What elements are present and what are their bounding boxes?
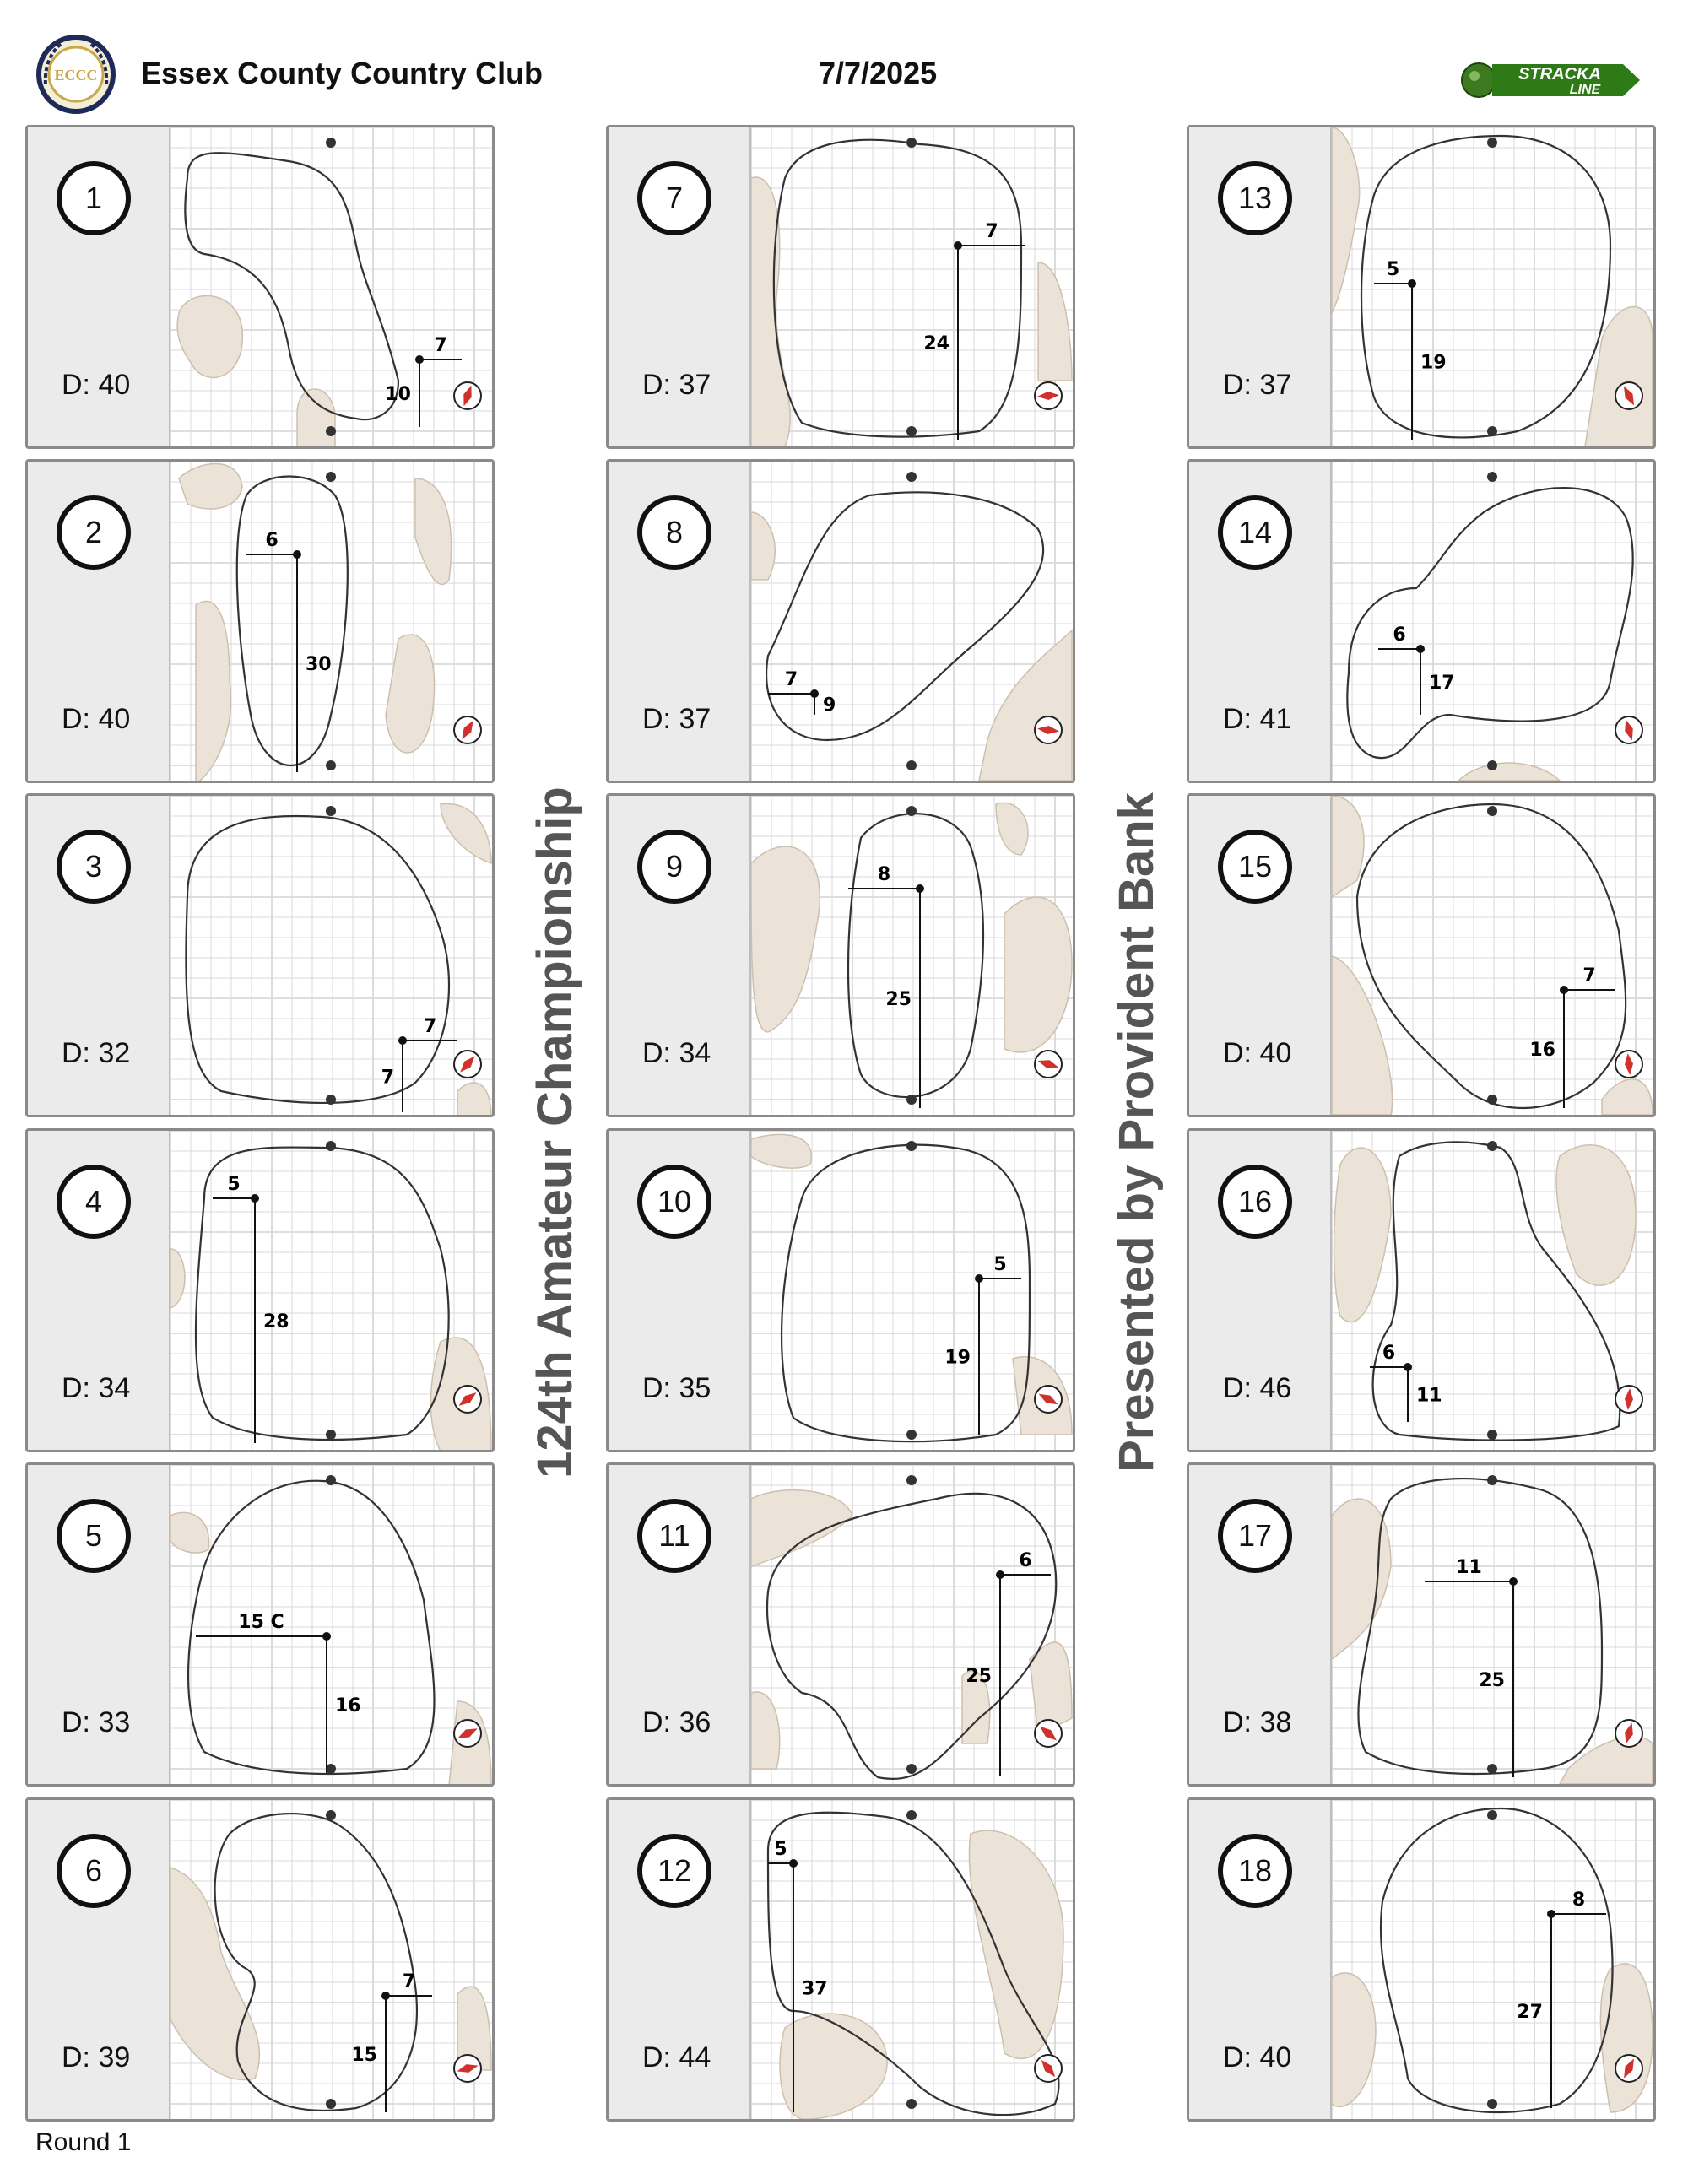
compass-icon	[1615, 716, 1642, 743]
pin-location	[975, 1274, 983, 1283]
bunker	[1556, 1145, 1636, 1285]
bunker	[979, 630, 1072, 781]
side-distance-label: 6	[265, 530, 279, 551]
hole-info-panel	[609, 1800, 751, 2119]
hole-info-panel	[28, 1800, 170, 2119]
bunker	[179, 464, 242, 509]
depth-distance-label: 16	[335, 1695, 361, 1716]
page-header	[0, 0, 1688, 118]
green-outline	[774, 140, 1021, 437]
green-outline	[1347, 488, 1632, 758]
grid-lines	[1332, 462, 1653, 781]
side-distance-label: 5	[1386, 259, 1400, 280]
hole-info-panel	[1189, 462, 1332, 781]
hole-number: 7	[637, 161, 711, 235]
compass-icon	[1615, 1720, 1642, 1747]
hole-number: 16	[1218, 1165, 1292, 1239]
pin-location	[322, 1632, 331, 1641]
hole-number: 13	[1218, 161, 1292, 235]
green-depth: D: 46	[1223, 1372, 1292, 1404]
green-diagram	[751, 127, 1073, 446]
depth-distance-label: 17	[1429, 673, 1455, 694]
hole-card-6	[25, 1797, 495, 2122]
event-date: 7/7/2025	[819, 56, 938, 90]
green-diagram	[751, 462, 1073, 781]
green-depth: D: 40	[1223, 2041, 1292, 2073]
side-distance-label: 6	[1393, 624, 1406, 646]
centerline-marker	[906, 1475, 917, 1485]
green-depth: D: 44	[642, 2041, 711, 2073]
hole-info-panel	[1189, 1465, 1332, 1784]
pin-location	[1509, 1577, 1518, 1586]
centerline-marker	[326, 426, 336, 436]
compass-icon	[454, 2055, 481, 2082]
compass-icon	[1615, 1386, 1642, 1413]
grid-lines	[170, 127, 492, 446]
centerline-marker	[326, 1095, 336, 1105]
bunker	[751, 1692, 780, 1769]
hole-card-18	[1187, 1797, 1656, 2122]
pin-location	[810, 689, 819, 698]
green-diagram	[1332, 1465, 1653, 1784]
depth-distance-label: 37	[802, 1978, 828, 2000]
centerline-marker	[326, 1475, 336, 1485]
side-distance-label: 5	[774, 1839, 787, 1860]
depth-distance-label: 24	[923, 333, 950, 354]
compass-icon	[454, 716, 481, 743]
bunker	[969, 1830, 1063, 2058]
pin-location	[916, 884, 924, 893]
hole-number: 18	[1218, 1834, 1292, 1908]
hole-info-panel	[609, 1465, 751, 1784]
centerline-marker	[906, 472, 917, 482]
side-distance-label: 6	[1382, 1343, 1396, 1364]
depth-distance-label: 25	[966, 1666, 992, 1687]
depth-distance-label: 11	[1416, 1385, 1442, 1407]
bunker	[415, 478, 452, 584]
sponsor-title: Presented by Provident Bank	[1109, 792, 1164, 1473]
hole-info-panel	[609, 796, 751, 1115]
hole-number: 14	[1218, 495, 1292, 570]
green-diagram	[170, 127, 492, 446]
bunker	[1332, 956, 1393, 1115]
centerline-marker	[906, 1810, 917, 1820]
side-distance-label: 7	[985, 221, 998, 242]
green-diagram	[751, 1131, 1073, 1450]
hole-card-2	[25, 459, 495, 783]
hole-info-panel	[28, 1465, 170, 1784]
green-depth: D: 37	[642, 703, 711, 735]
green-diagram	[751, 796, 1073, 1115]
pin-location	[381, 1992, 390, 2000]
green-outline	[1361, 136, 1610, 437]
depth-distance-label: 7	[381, 1067, 394, 1089]
centerline-marker	[1487, 1430, 1497, 1440]
bunker	[1332, 1973, 1376, 2107]
green-diagram	[751, 1465, 1073, 1784]
compass-icon	[1615, 1051, 1642, 1078]
green-outline	[1357, 804, 1626, 1108]
green-diagram	[751, 1800, 1073, 2119]
green-outline	[766, 492, 1043, 740]
centerline-marker	[906, 2099, 917, 2109]
bunker	[170, 1512, 209, 1553]
green-depth: D: 40	[62, 369, 131, 401]
side-distance-label: 7	[1582, 965, 1596, 987]
centerline-marker	[1487, 1095, 1497, 1105]
hole-card-11	[606, 1462, 1075, 1787]
side-distance-label: 8	[877, 864, 891, 885]
green-depth: D: 36	[642, 1706, 711, 1738]
hole-number: 15	[1218, 830, 1292, 904]
side-distance-label: 7	[784, 669, 798, 690]
pin-location	[293, 550, 301, 559]
compass-icon	[454, 1720, 481, 1747]
hole-number: 6	[57, 1834, 131, 1908]
bunker	[1602, 1079, 1653, 1115]
hole-number: 5	[57, 1499, 131, 1573]
centerline-marker	[326, 806, 336, 816]
hole-number: 8	[637, 495, 711, 570]
bunker	[196, 602, 231, 781]
bunker	[170, 1249, 185, 1308]
depth-distance-label: 27	[1517, 2002, 1543, 2023]
side-distance-label: 7	[434, 335, 447, 356]
bunker	[751, 177, 790, 446]
centerline-marker	[906, 760, 917, 770]
centerline-marker	[1487, 426, 1497, 436]
hole-card-1	[25, 125, 495, 449]
side-distance-label: 7	[423, 1016, 437, 1037]
green-depth: D: 37	[642, 369, 711, 401]
bunker	[751, 846, 820, 1032]
hole-info-panel	[28, 462, 170, 781]
hole-info-panel	[28, 127, 170, 446]
compass-icon	[1035, 716, 1062, 743]
centerline-marker	[1487, 472, 1497, 482]
pin-location	[251, 1194, 259, 1203]
hole-card-4	[25, 1128, 495, 1452]
green-depth: D: 33	[62, 1706, 131, 1738]
bunker	[1334, 1148, 1392, 1322]
compass-icon	[454, 1386, 481, 1413]
pin-location	[1404, 1363, 1412, 1371]
centerline-marker	[326, 1430, 336, 1440]
green-depth: D: 41	[1223, 703, 1292, 735]
green-outline	[767, 1494, 1056, 1779]
pin-location	[398, 1036, 407, 1045]
green-outline	[186, 816, 449, 1103]
hole-info-panel	[1189, 1131, 1332, 1450]
hole-card-5	[25, 1462, 495, 1787]
side-distance-label: 5	[993, 1254, 1007, 1275]
side-distance-label: 5	[227, 1174, 241, 1195]
hole-card-16	[1187, 1128, 1656, 1452]
centerline-marker	[906, 1430, 917, 1440]
side-distance-label: 6	[1019, 1550, 1032, 1571]
centerline-marker	[906, 1095, 917, 1105]
side-distance-label: 15 C	[238, 1612, 284, 1633]
side-distance-label: 7	[402, 1971, 416, 1992]
green-diagram	[170, 1465, 492, 1784]
compass-icon	[1035, 382, 1062, 409]
centerline-marker	[1487, 760, 1497, 770]
pin-location	[1408, 279, 1416, 288]
hole-card-7	[606, 125, 1075, 449]
hole-number: 17	[1218, 1499, 1292, 1573]
compass-icon	[1035, 2055, 1062, 2082]
pin-location	[415, 355, 424, 364]
hole-card-10	[606, 1128, 1075, 1452]
hole-info-panel	[28, 796, 170, 1115]
hole-info-panel	[609, 1131, 751, 1450]
grid-lines	[170, 796, 492, 1115]
hole-number: 2	[57, 495, 131, 570]
hole-card-3	[25, 793, 495, 1117]
green-depth: D: 35	[642, 1372, 711, 1404]
green-outline	[1358, 1479, 1602, 1774]
centerline-marker	[1487, 806, 1497, 816]
depth-distance-label: 25	[1479, 1670, 1505, 1691]
bunker	[297, 389, 335, 446]
bunker	[1332, 796, 1364, 897]
hole-number: 10	[637, 1165, 711, 1239]
green-depth: D: 37	[1223, 369, 1292, 401]
side-distance-label: 11	[1456, 1557, 1482, 1578]
centerline-marker	[906, 1764, 917, 1774]
bunker	[1004, 897, 1072, 1052]
depth-distance-label: 10	[385, 384, 411, 405]
round-label: Round 1	[35, 2128, 132, 2156]
centerline-marker	[326, 2099, 336, 2109]
hole-card-14	[1187, 459, 1656, 783]
centerline-marker	[1487, 1810, 1497, 1820]
bunker	[441, 804, 491, 863]
centerline-marker	[326, 760, 336, 770]
depth-distance-label: 16	[1529, 1040, 1555, 1061]
svg-text:LINE: LINE	[1569, 83, 1601, 97]
bunker	[457, 1083, 491, 1115]
bunker	[1600, 1964, 1653, 2112]
green-diagram	[170, 462, 492, 781]
grid-lines	[751, 127, 1073, 446]
hole-number: 11	[637, 1499, 711, 1573]
hole-info-panel	[28, 1131, 170, 1450]
bunker	[177, 296, 242, 378]
centerline-marker	[1487, 2099, 1497, 2109]
bunker	[996, 803, 1028, 855]
club-crest-icon	[35, 34, 116, 115]
green-depth: D: 39	[62, 2041, 131, 2073]
club-name: Essex County Country Club	[141, 56, 544, 90]
side-distance-label: 8	[1572, 1889, 1586, 1911]
centerline-marker	[1487, 1475, 1497, 1485]
bunker	[1332, 127, 1360, 313]
centerline-marker	[1487, 1141, 1497, 1151]
pin-location	[1547, 1910, 1555, 1918]
hole-info-panel	[1189, 1800, 1332, 2119]
grid-lines	[170, 1465, 492, 1784]
pin-location	[996, 1570, 1004, 1579]
hole-card-12	[606, 1797, 1075, 2122]
hole-info-panel	[609, 462, 751, 781]
centerline-marker	[326, 1810, 336, 1820]
compass-icon	[1615, 382, 1642, 409]
centerline-marker	[906, 1141, 917, 1151]
hole-info-panel	[1189, 127, 1332, 446]
pin-location	[789, 1859, 798, 1868]
compass-icon	[1035, 1386, 1062, 1413]
hole-card-15	[1187, 793, 1656, 1117]
bunker	[751, 1134, 811, 1168]
depth-distance-label: 15	[351, 2045, 377, 2066]
green-diagram	[170, 1800, 492, 2119]
depth-distance-label: 19	[944, 1347, 971, 1369]
green-diagram	[1332, 1800, 1653, 2119]
centerline-marker	[326, 1141, 336, 1151]
hole-card-8	[606, 459, 1075, 783]
compass-icon	[454, 382, 481, 409]
hole-card-17	[1187, 1462, 1656, 1787]
compass-icon	[1035, 1051, 1062, 1078]
hole-number: 4	[57, 1165, 131, 1239]
hole-info-panel	[609, 127, 751, 446]
green-depth: D: 34	[62, 1372, 131, 1404]
depth-distance-label: 9	[823, 695, 836, 716]
depth-distance-label: 25	[885, 989, 912, 1010]
compass-icon	[454, 1051, 481, 1078]
green-depth: D: 32	[62, 1037, 131, 1069]
green-depth: D: 40	[62, 703, 131, 735]
centerline-marker	[1487, 1764, 1497, 1774]
championship-title: 124th Amateur Championship	[528, 787, 582, 1479]
green-outline	[1381, 1808, 1613, 2112]
depth-distance-label: 28	[263, 1311, 289, 1333]
stracka-line-logo-icon	[1458, 52, 1644, 108]
hole-card-13	[1187, 125, 1656, 449]
green-depth: D: 34	[642, 1037, 711, 1069]
centerline-marker	[326, 472, 336, 482]
svg-text:ECCC: ECCC	[54, 67, 98, 84]
hole-number: 9	[637, 830, 711, 904]
green-diagram	[1332, 127, 1653, 446]
centerline-marker	[906, 138, 917, 148]
green-depth: D: 40	[1223, 1037, 1292, 1069]
centerline-marker	[1487, 138, 1497, 148]
depth-distance-label: 19	[1420, 352, 1447, 374]
compass-icon	[1615, 2055, 1642, 2082]
bunker	[751, 1490, 852, 1566]
centerline-marker	[906, 806, 917, 816]
hole-number: 3	[57, 830, 131, 904]
pin-location	[1560, 986, 1568, 994]
centerline-marker	[906, 426, 917, 436]
hole-info-panel	[1189, 796, 1332, 1115]
svg-text:STRACKA: STRACKA	[1518, 65, 1601, 84]
hole-number: 1	[57, 161, 131, 235]
green-diagram	[1332, 462, 1653, 781]
green-depth: D: 38	[1223, 1706, 1292, 1738]
bunker	[1038, 262, 1072, 381]
green-diagram	[170, 796, 492, 1115]
centerline-marker	[326, 138, 336, 148]
pin-location	[954, 241, 962, 250]
depth-distance-label: 30	[306, 654, 332, 675]
compass-icon	[1035, 1720, 1062, 1747]
hole-card-9	[606, 793, 1075, 1117]
green-diagram	[170, 1131, 492, 1450]
green-diagram	[1332, 796, 1653, 1115]
pin-location	[1416, 645, 1425, 653]
hole-number: 12	[637, 1834, 711, 1908]
green-diagram	[1332, 1131, 1653, 1450]
